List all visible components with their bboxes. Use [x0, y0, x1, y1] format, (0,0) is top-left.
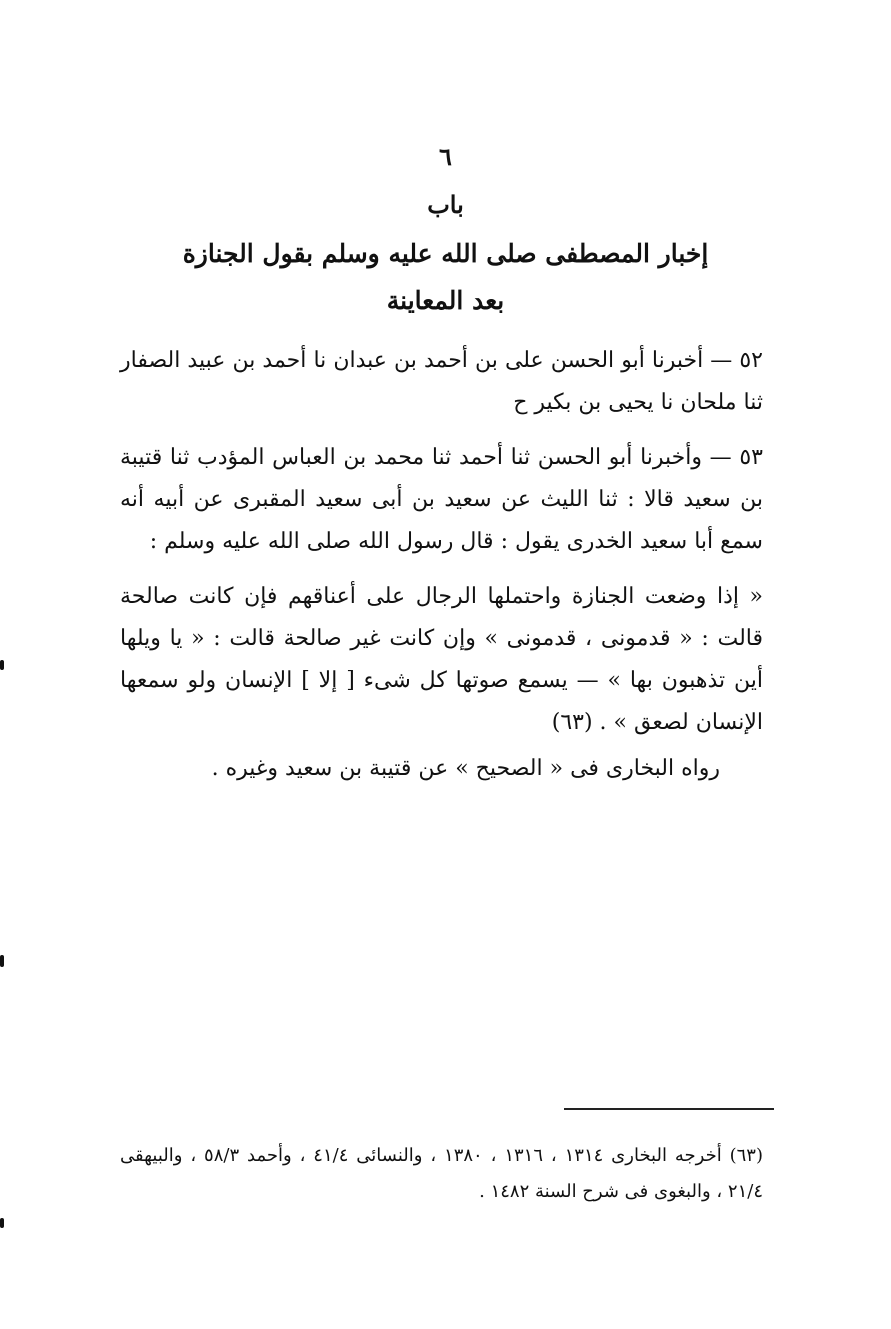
scan-edge-mark [0, 1218, 4, 1228]
chapter-title-line-2: بعد المعاينة [386, 286, 505, 315]
footnote-63: (٦٣) أخرجه البخارى ١٣١٤ ، ١٣١٦ ، ١٣٨٠ ، والنسائى ٤١/٤ ، وأحمد ٥٨/٣ ، والبيهقى ٢١/٤ ، والبغوى فى شرح السنة ١٤٨٢ . [120, 1145, 764, 1202]
section-label: باب [427, 190, 464, 219]
scan-edge-mark [0, 955, 4, 967]
footnote-divider [564, 1108, 774, 1110]
hadith-53-chain: ٥٣ — وأخبرنا أبو الحسن ثنا أحمد ثنا محمد بن العباس المؤدب ثنا قتيبة بن سعيد قالا : ثنا الليث عن سعيد بن أبى سعيد المقبرى عن أبيه أنه سمع أبا سعيد الخدرى يقول : قال رسول الله صلى الله عليه وسلم : [120, 445, 763, 554]
hadith-52-chain: ٥٢ — أخبرنا أبو الحسن على بن أحمد بن عبدان نا أحمد بن عبيد الصفار ثنا ملحان نا يحيى بن بكير ح [120, 348, 763, 415]
scan-edge-mark [0, 660, 4, 670]
hadith-text: « إذا وضعت الجنازة واحتملها الرجال على أعناقهم فإن كانت صالحة قالت : « قدمونى ، قدمونى » وإن كانت غير صالحة قالت : « يا ويلها أين تذهبون بها » — يسمع صوتها كل شىء [ إلا ] الإنسان ولو سمعها الإنسان لصعق » . (٦٣) [120, 584, 763, 735]
narration-note: رواه البخارى فى « الصحيح » عن قتيبة بن سعيد وغيره . [211, 756, 720, 781]
chapter-title-line-1: إخبار المصطفى صلى الله عليه وسلم بقول الجنازة [182, 239, 709, 268]
chapter-number: ٦ [439, 142, 452, 171]
